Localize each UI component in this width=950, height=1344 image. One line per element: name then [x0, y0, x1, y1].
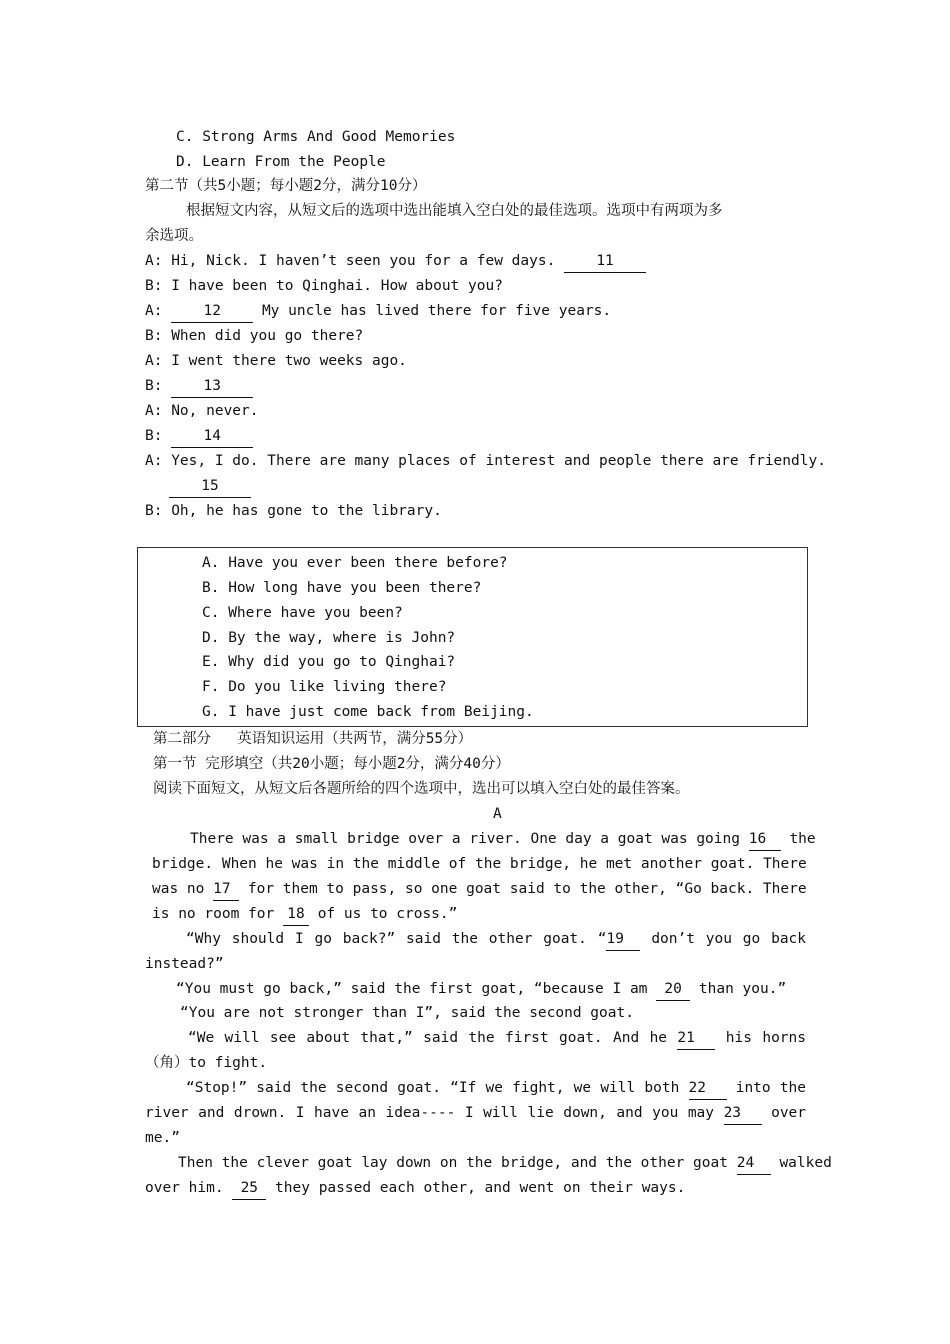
choice-g: G. I have just come back from Beijing. — [202, 704, 534, 720]
dialogue-line: A: Yes, I do. There are many places of interest and people there are friendly. — [145, 453, 826, 469]
part2-instruction: 阅读下面短文，从短文后各题所给的四个选项中，选出可以填入空白处的最佳答案。 — [153, 781, 690, 797]
passage-line: is no room for 18 of us to cross.” — [152, 902, 457, 927]
dialogue-line: B: I have been to Qinghai. How about you? — [145, 278, 503, 294]
passage-line: “Why should I go back?” said the other goat. “19 don’t you go back — [186, 927, 806, 952]
dialogue-line: A: I went there two weeks ago. — [145, 353, 407, 369]
passage-line: was no 17 for them to pass, so one goat said to the other, “Go back. There — [152, 877, 806, 902]
dialogue-line: B: 14 — [145, 424, 253, 449]
blank-16: 16 — [749, 828, 781, 851]
blank-22: 22 — [689, 1077, 727, 1100]
blank-17: 17 — [213, 878, 239, 901]
dialogue-line: A: Hi, Nick. I haven’t seen you for a few days. 11 — [145, 249, 646, 274]
section2-heading: 第二节（共5小题；每小题2分，满分10分） — [145, 178, 427, 194]
passage-line: “Stop!” said the second goat. “If we fight, we will both 22 into the — [186, 1076, 806, 1101]
choice-b: B. How long have you been there? — [202, 580, 482, 596]
dialogue-line: A: 12 My uncle has lived there for five years. — [145, 299, 611, 324]
blank-18: 18 — [283, 903, 309, 926]
passage-line: bridge. When he was in the middle of the bridge, he met another goat. There — [152, 856, 807, 872]
option-c: C. Strong Arms And Good Memories — [176, 129, 456, 145]
blank-19: 19 — [606, 928, 640, 951]
dialogue-line: A: No, never. — [145, 403, 259, 419]
blank-23: 23 — [724, 1102, 762, 1125]
blank-25: 25 — [232, 1177, 266, 1200]
passage-line: “You are not stronger than I”, said the second goat. — [180, 1005, 634, 1021]
dialogue-line: B: 13 — [145, 374, 253, 399]
choice-a: A. Have you ever been there before? — [202, 555, 508, 571]
option-d: D. Learn From the People — [176, 154, 386, 170]
part2-heading: 第二部分 英语知识运用（共两节，满分55分） — [153, 731, 473, 747]
passage-line: “You must go back,” said the first goat, “because I am 20 than you.” — [176, 977, 786, 1002]
passage-line: There was a small bridge over a river. One day a goat was going 16 the — [190, 827, 806, 852]
passage-line: me.” — [145, 1130, 180, 1146]
blank-21: 21 — [677, 1027, 715, 1050]
dialogue-line — [169, 474, 251, 499]
choice-e: E. Why did you go to Qinghai? — [202, 654, 456, 670]
passage-line: “We will see about that,” said the first goat. And he 21 his horns — [188, 1026, 806, 1051]
passage-line: （角）to fight. — [145, 1055, 268, 1071]
blank-24: 24 — [737, 1152, 771, 1175]
passage-line: over him. 25 they passed each other, and went on their ways. — [145, 1176, 685, 1201]
section2-instruction-cont: 余选项。 — [145, 228, 203, 244]
blank-12: 12 — [171, 300, 253, 323]
blank-20: 20 — [656, 978, 690, 1001]
passage-line: Then the clever goat lay down on the bridge, and the other goat 24 walked — [178, 1151, 806, 1176]
choice-f: F. Do you like living there? — [202, 679, 447, 695]
passage-label: A — [493, 806, 502, 822]
choice-d: D. By the way, where is John? — [202, 630, 456, 646]
part2-section1-heading: 第一节 完形填空（共20小题；每小题2分，满分40分） — [153, 756, 510, 772]
dialogue-line: B: Oh, he has gone to the library. — [145, 503, 442, 519]
blank-15: 15 — [169, 475, 251, 498]
choice-c: C. Where have you been? — [202, 605, 403, 621]
blank-14: 14 — [171, 425, 253, 448]
blank-13: 13 — [171, 375, 253, 398]
section2-instruction: 根据短文内容，从短文后的选项中选出能填入空白处的最佳选项。选项中有两项为多 — [186, 203, 723, 219]
blank-11: 11 — [564, 250, 646, 273]
passage-line: river and drown. I have an idea---- I will lie down, and you may 23 over — [145, 1101, 806, 1126]
passage-line: instead?” — [145, 956, 224, 972]
dialogue-line: B: When did you go there? — [145, 328, 364, 344]
